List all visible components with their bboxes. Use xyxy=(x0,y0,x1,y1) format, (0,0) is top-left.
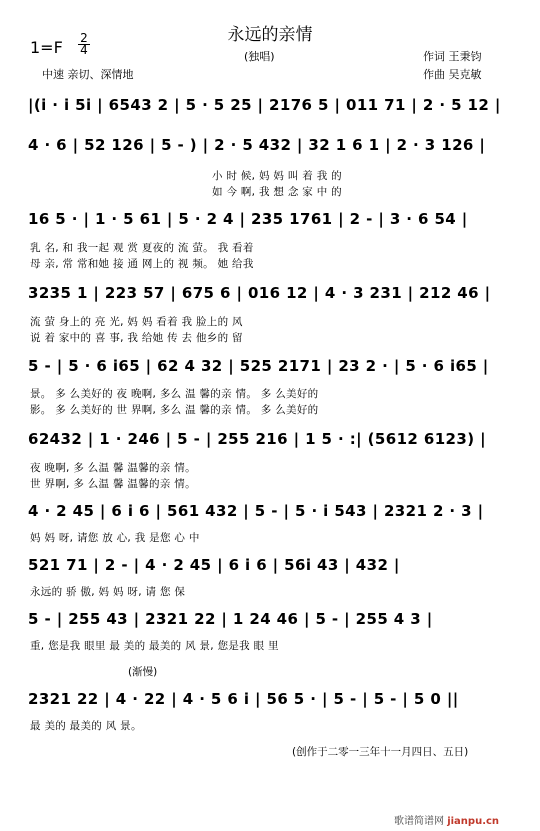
lyric-line: 说 着 家中的 喜 事, 我 给她 传 去 他乡的 留 xyxy=(30,332,243,344)
tempo-marking: 中速 亲切、深情地 xyxy=(42,68,134,81)
lyric-line: 流 萤 身上的 亮 光, 妈 妈 看着 我 脸上的 风 xyxy=(30,316,243,328)
lyric-line: 最 美的 最美的 风 景。 xyxy=(30,720,142,732)
tempo-change-marking: (渐慢) xyxy=(128,666,158,678)
lyric-line: 乳 名, 和 我一起 观 赏 夏夜的 流 萤。 我 看着 xyxy=(30,242,254,254)
lyric-line: 影。 多 么美好的 世 界啊, 多么 温 馨的亲 情。 多 么美好的 xyxy=(30,404,319,416)
lyric-line: 妈 妈 呀, 请您 放 心, 我 是您 心 中 xyxy=(30,532,200,544)
notation-row: 521 71 | 2 - | 4 · 2 45 | 6 i 6 | 56i 43 | 432 | xyxy=(28,556,400,574)
time-signature-top: 2 xyxy=(80,31,88,45)
notation-row: 5 - | 255 43 | 2321 22 | 1 24 46 | 5 - | 255 4 3 | xyxy=(28,610,433,628)
key-signature: 1=F xyxy=(30,38,63,57)
time-signature-bottom: 4 xyxy=(78,44,90,56)
lyric-line: 永远的 骄 傲, 妈 妈 呀, 请 您 保 xyxy=(30,586,186,598)
lyric-line: 世 界啊, 多 么温 馨 温馨的亲 情。 xyxy=(30,478,196,490)
notation-row: 2321 22 | 4 · 22 | 4 · 5 6 i | 56 5 · | 5 - | 5 - | 5 0 || xyxy=(28,690,459,708)
notation-row: 16 5 · | 1 · 5 61 | 5 · 2 4 | 235 1761 | 2 - | 3 · 6 54 | xyxy=(28,210,468,228)
performance-note: (独唱) xyxy=(244,50,275,63)
lyric-line: 重, 您是我 眼里 最 美的 最美的 风 景, 您是我 眼 里 xyxy=(30,640,279,652)
notation-row: 4 · 2 45 | 6 i 6 | 561 432 | 5 - | 5 · i 543 | 2321 2 · 3 | xyxy=(28,502,484,520)
page-title: 永远的亲情 xyxy=(227,25,313,45)
composition-date-note: (创作于二零一三年十一月四日、五日) xyxy=(292,746,469,758)
time-signature xyxy=(78,33,90,56)
composer-credit: 作曲 吴克敏 xyxy=(423,68,482,81)
notation-row: 4 · 6 | 52 126 | 5 - ) | 2 · 5 432 | 32 1 6 1 | 2 · 3 126 | xyxy=(28,136,486,154)
lyric-line: 小 时 候, 妈 妈 叫 着 我 的 xyxy=(212,170,342,182)
lyric-line: 母 亲, 常 常和她 接 通 网上的 视 频。 她 给我 xyxy=(30,258,254,270)
notation-row: |(i · i 5i | 6543 2 | 5 · 5 25 | 2176 5 | 011 71 | 2 · 5 12 | xyxy=(28,96,501,114)
watermark-site-name: 歌谱简谱网 xyxy=(394,816,444,827)
notation-row: 5 - | 5 · 6 i65 | 62 4 32 | 525 2171 | 23 2 · | 5 · 6 i65 | xyxy=(28,357,489,375)
lyric-line: 夜 晚啊, 多 么温 馨 温馨的亲 情。 xyxy=(30,462,196,474)
lyric-line: 景。 多 么美好的 夜 晚啊, 多么 温 馨的亲 情。 多 么美好的 xyxy=(30,388,319,400)
watermark-domain: jianpu.cn xyxy=(447,816,500,827)
notation-row: 3235 1 | 223 57 | 675 6 | 016 12 | 4 · 3 231 | 212 46 | xyxy=(28,284,491,302)
lyricist-credit: 作词 王秉钧 xyxy=(423,50,482,63)
lyric-line: 如 今 啊, 我 想 念 家 中 的 xyxy=(212,186,342,198)
watermark xyxy=(394,812,499,827)
notation-row: 62432 | 1 · 246 | 5 - | 255 216 | 1 5 · :| (5612 6123) | xyxy=(28,430,486,448)
